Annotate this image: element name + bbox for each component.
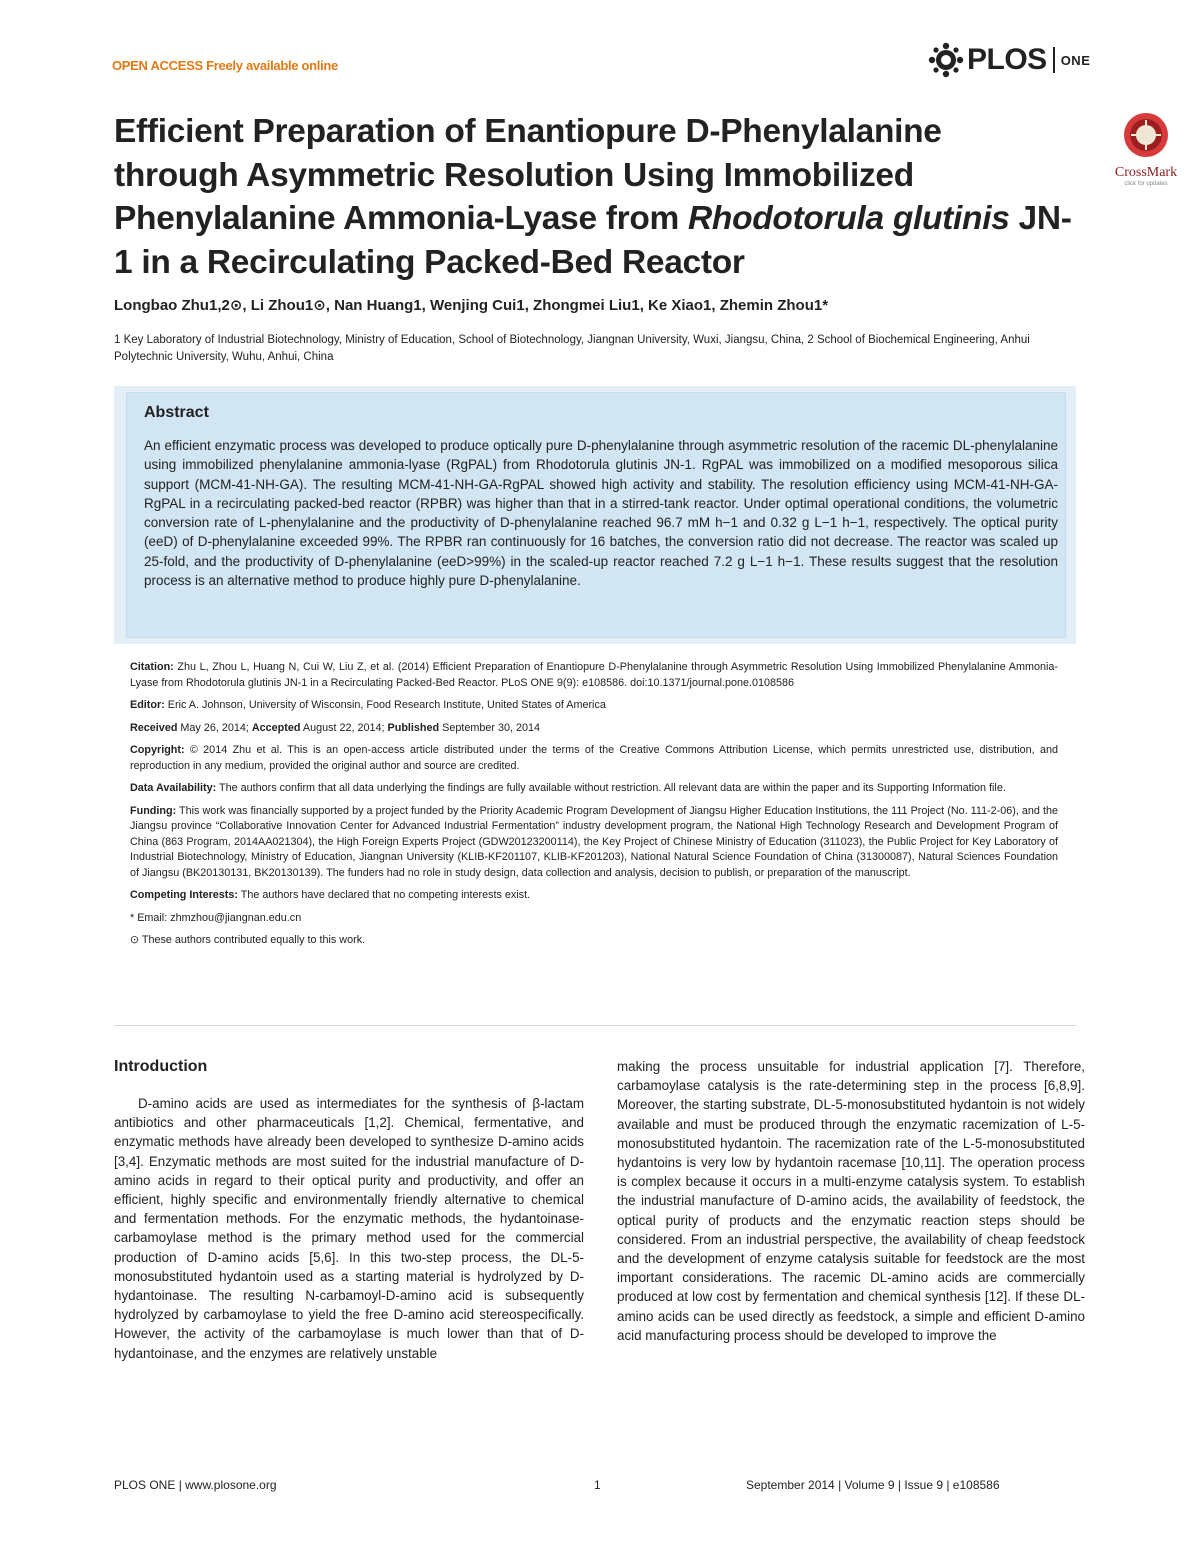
citation [130, 660, 1058, 691]
data-availability-label: Data Availability: [130, 782, 217, 794]
title-part-1: Efficient Preparation of Enantiopure D-Phenylalanine through Asymmetric Resolution Using Immobilized Phenylalanine Ammonia-Lyase from [114, 113, 942, 237]
funding-label: Funding: [130, 804, 177, 817]
plos-logo-icon [928, 42, 964, 78]
copyright-text: © 2014 Zhu et al. This is an open-access article distributed under the terms of the Creative Commons Attribution License, which permits unrestricted use, distribution, and reproduction in any medium, provided the original author and source are credited. [130, 744, 1059, 772]
intro-column-left: D-amino acids are used as intermediates for the synthesis of β-lactam antibiotics and other pharmaceuticals [1,2]. Chemical, fermentative, and enzymatic methods have already been developed to synthesize D-amino acids [3,4]. Enzymatic methods are most suited for the industrial manufacture of D-amino acids in regard to their optical purity and productivity, and offer an efficient, highly specific and environmentally friendly alternative to chemical and fermentation methods. For the enzymatic methods, the hydantoinase-carbamoylase method is the primary method used for the commercial production of D-amino acids [5,6]. In this two-step process, the DL-5-monosubstituted hydantoin used as a starting material is hydrolyzed by D-hydantoinase. The resulting N-carbamoyl-D-amino acid is subsequently hydrolyzed by carbamoylase to yield the free D-amino acid stereospecifically. However, the activity of the carbamoylase is much lower than that of D-hydantoinase, and the enzymes are relatively unstable [114, 1096, 584, 1361]
accepted-date: August 22, 2014; [302, 721, 385, 734]
data-availability [130, 781, 1058, 797]
data-availability-text: The authors confirm that all data underlying the findings are fully available without restriction. All relevant data are within the paper and its Supporting Information file. [219, 782, 1006, 794]
dates [130, 721, 1058, 737]
equal-contribution-note: ⊙ These authors contributed equally to this work. [130, 934, 366, 946]
editor-text: Eric A. Johnson, University of Wisconsin, Food Research Institute, United States of America [167, 699, 606, 711]
published-date: September 30, 2014 [442, 721, 540, 734]
plos-one-logo[interactable] [928, 42, 1090, 78]
editor-label: Editor: [130, 699, 165, 711]
front-matter-divider [114, 1025, 1076, 1026]
footer-journal[interactable]: PLOS ONE | www.plosone.org [114, 1478, 277, 1492]
introduction-heading: Introduction [114, 1058, 208, 1075]
author-list: Longbao Zhu1,2⊙, Li Zhou1⊙, Nan Huang1, Wenjing Cui1, Zhongmei Liu1, Ke Xiao1, Zhemin Zhou1* [114, 297, 829, 314]
title-part-2: JN-1 in a Recirculating Packed-Bed Reactor [114, 200, 1072, 281]
citation-text: Zhu L, Zhou L, Huang N, Cui W, Liu Z, et al. (2014) Efficient Preparation of Enantiopure D-Phenylalanine through Asymmetric Resolution Using Immobilized Phenylalanine Ammonia-Lyase from Rhodotorula glutinis JN-1 in a Recirculating Packed-Bed Reactor. PLoS ONE 9(9): e108586. doi:10.1371/journal.pone.0108586 [130, 661, 1059, 689]
received-date: May 26, 2014; [180, 721, 249, 734]
plos-wordmark: PLOS [967, 43, 1047, 76]
article-title [114, 110, 1074, 284]
one-wordmark: ONE [1060, 52, 1091, 68]
open-access-banner: OPEN ACCESS Freely available online [112, 58, 338, 73]
published-label: Published [387, 721, 440, 734]
editor [130, 698, 1058, 714]
copyright-label: Copyright: [130, 744, 185, 756]
logo-divider [1053, 47, 1055, 73]
corresponding-email[interactable]: * Email: zhmzhou@jiangnan.edu.cn [130, 911, 302, 924]
competing-interests [130, 888, 1058, 904]
title-species: Rhodotorula glutinis [688, 200, 1010, 237]
crossmark-icon [1123, 112, 1169, 158]
crossmark-label: CrossMark [1114, 165, 1178, 180]
footer-issue-info: September 2014 | Volume 9 | Issue 9 | e108586 [746, 1478, 1000, 1492]
accepted-label: Accepted [251, 721, 301, 734]
funding-text: This work was financially supported by a project funded by the Priority Academic Program Development of Jiangsu Higher Education Institutions, the 111 Project (No. 111-2-06), and the Jiangsu province “Collaborative Innovation Center for Advanced Industrial Fermentation” industry development program, the National High Technology Research and Development Program of China (863 Program, 2014AA021304), the High Foreign Experts Project (GDW20123200114), the Key Project of Chinese Ministry of Education (311023), the Public Project for Key Laboratory of Industrial Biotechnology, Ministry of Education, Jiangnan University (KLIB-KF201107, KLIB-KF201203), National Natural Science Foundation of China (31300087), Natural Sciences Foundation of Jiangsu (BK20130131, BK20130139). The funders had no role in study design, data collection and analysis, decision to publish, or preparation of the manuscript. [130, 804, 1058, 879]
citation-label: Citation: [130, 661, 174, 673]
copyright [130, 743, 1058, 774]
received-label: Received [130, 721, 178, 734]
intro-column-right: making the process unsuitable for industrial application [7]. Therefore, carbamoylase catalysis is the rate-determining step in the process [6,8,9]. Moreover, the starting substrate, DL-5-monosubstituted hydantoin is not widely available and must be produced through the enzymatic racemization of L-5-monosubstituted hydantoin. The racemization rate of the L-5-monosubstituted hydantoins is very low by hydantoin racemase [10,11]. The operation process is complex because it occurs in a multi-enzyme catalysis system. To establish the industrial manufacture of D-amino acids, the availability of feedstock, the optical purity of products and the enzymatic reaction steps should be considered. From an industrial perspective, the availability of cheap feedstock and the development of enzyme catalysis suitable for feedstock are the most important considerations. The racemic DL-amino acids are commercially produced at low cost by fermentation and chemical synthesis [12]. If these DL-amino acids can be used directly as feedstock, a simple and efficient D-amino acid manufacturing process should be developed to improve the [617, 1059, 1085, 1343]
front-matter [130, 660, 1058, 956]
affiliations: 1 Key Laboratory of Industrial Biotechnology, Ministry of Education, School of Biotechnology, Jiangnan University, Wuxi, Jiangsu, China, 2 School of Biochemical Engineering, Anhui Polytechnic University, Wuhu, Anhui, China [114, 334, 1030, 363]
funding [130, 804, 1058, 882]
abstract-heading: Abstract [144, 404, 209, 421]
page-number: 1 [594, 1478, 601, 1492]
competing-interests-text: The authors have declared that no competing interests exist. [240, 889, 531, 901]
crossmark-badge[interactable] [1106, 112, 1186, 187]
crossmark-sublabel: click for updates [1124, 181, 1168, 187]
abstract-text: An efficient enzymatic process was developed to produce optically pure D-phenylalanine through asymmetric resolution of the racemic DL-phenylalanine using immobilized phenylalanine ammonia-lyase (RgPAL) from Rhodotorula glutinis JN-1. RgPAL was immobilized on a modified mesoporous silica support (MCM-41-NH-GA). The resulting MCM-41-NH-GA-RgPAL showed high activity and stability. The resolution efficiency using MCM-41-NH-GA-RgPAL in a recirculating packed-bed reactor (RPBR) was higher than that in a stirred-tank reactor. Under optimal operational conditions, the volumetric conversion rate of L-phenylalanine and the productivity of D-phenylalanine reached 96.7 mM h−1 and 0.32 g L−1 h−1, respectively. The optical purity (eeD) of D-phenylalanine exceeded 99%. The RPBR ran continuously for 16 batches, the conversion ratio did not decrease. The reactor was scaled up 25-fold, and the productivity of D-phenylalanine (eeD>99%) in the scaled-up reactor reached 7.2 g L−1 h−1. These results suggest that the resolution process is an alternative method to produce highly pure D-phenylalanine. [144, 438, 1058, 589]
competing-interests-label: Competing Interests: [130, 889, 238, 901]
